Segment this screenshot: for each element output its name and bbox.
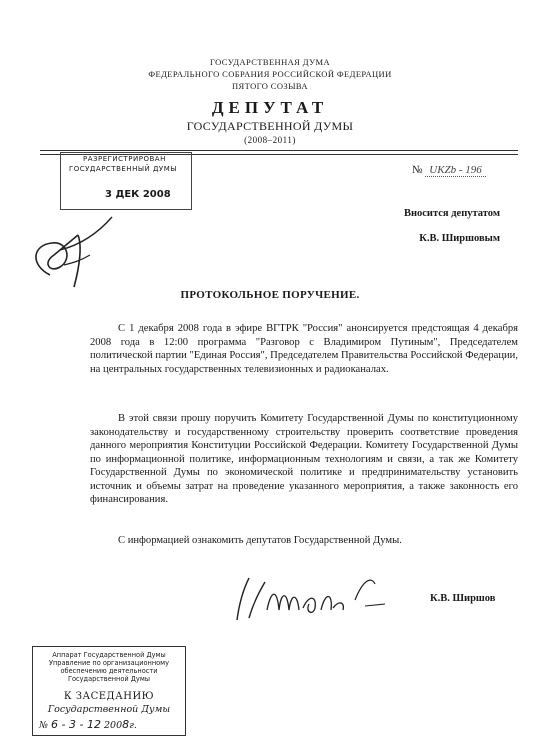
session-stamp-line5: К ЗАСЕДАНИЮ bbox=[63, 691, 155, 702]
session-stamp-no-value: 6 - 3 - 12 bbox=[51, 718, 101, 731]
session-stamp-number-row bbox=[39, 718, 137, 731]
session-stamp-line1: Аппарат Государственной Думы bbox=[52, 651, 166, 659]
introduced-by-line2: К.В. Ширшовым bbox=[419, 233, 500, 244]
document-number bbox=[412, 164, 486, 176]
letterhead-rule-top bbox=[40, 150, 518, 151]
session-stamp-no-label: № bbox=[39, 720, 48, 731]
registration-stamp bbox=[60, 152, 192, 210]
document-number-value: UKZb - 196 bbox=[425, 164, 486, 177]
session-stamp-year-label: 200 bbox=[103, 720, 123, 731]
letterhead-line2: ФЕДЕРАЛЬНОГО СОБРАНИЯ РОССИЙСКОЙ ФЕДЕРАЦИИ bbox=[148, 69, 392, 79]
letterhead-years: (2008–2011) bbox=[244, 135, 296, 145]
letterhead-subtitle: ГОСУДАРСТВЕННОЙ ДУМЫ bbox=[186, 119, 354, 133]
body-paragraph-1: С 1 декабря 2008 года в эфире ВГТРК "Россия" анонсируется предстоящая 4 декабря 2008 года в 12:00 программа "Разговор с Владимиром Путиным", Председателем политической партии "Единая Россия", Председателем Правительства Российской Федерации, на центральных государственных телевизионных и радиоканалах. bbox=[90, 323, 518, 375]
session-stamp-line3: обеспечению деятельности bbox=[60, 667, 158, 675]
registration-stamp-line2: ГОСУДАРСТВЕННЫЙ ДУМЫ bbox=[69, 165, 177, 173]
session-stamp-suffix: г. bbox=[129, 720, 137, 731]
session-stamp-header bbox=[35, 651, 183, 683]
document-number-label: № bbox=[412, 164, 423, 176]
document-title: ПРОТОКОЛЬНОЕ ПОРУЧЕНИЕ. bbox=[180, 289, 360, 301]
registration-stamp-date: 3 ДЕК 2008 bbox=[105, 189, 171, 200]
session-stamp-year-value: 8 bbox=[122, 718, 130, 731]
letterhead-title: ДЕПУТАТ bbox=[211, 98, 329, 117]
signature-name: К.В. Ширшов bbox=[430, 593, 496, 604]
body-paragraph-3: С информацией ознакомить депутатов Государственной Думы. bbox=[118, 535, 402, 546]
registration-stamp-line1: РАЗРЕГИСТРИРОВАН bbox=[83, 155, 166, 163]
letterhead-line3: ПЯТОГО СОЗЫВА bbox=[232, 81, 308, 91]
handwritten-signature bbox=[225, 570, 400, 625]
letterhead-line1: ГОСУДАРСТВЕННАЯ ДУМА bbox=[210, 57, 330, 67]
session-stamp-line6: Государственной Думы bbox=[47, 704, 171, 715]
session-stamp-line2: Управление по организационному bbox=[48, 659, 170, 667]
session-stamp bbox=[32, 646, 186, 736]
handwritten-resolution-mark bbox=[20, 205, 130, 295]
body-paragraph-2: В этой связи прошу поручить Комитету Государственной Думы по конституционному законодательству и государственному строительству проверить соответствие проведения данного мероприятия Конституции Российской Федерации. Комитету Государственной Думы по информационной политике, информационным технологиям и связи, а так же Комитету Государственной Думы по экономической политике и предпринимательству установить источник и объемы затрат на проведение указанного мероприятия, а также законность его финансирования. bbox=[90, 413, 518, 505]
introduced-by-line1: Вносится депутатом bbox=[403, 208, 500, 219]
session-stamp-line4: Государственной Думы bbox=[67, 675, 151, 683]
